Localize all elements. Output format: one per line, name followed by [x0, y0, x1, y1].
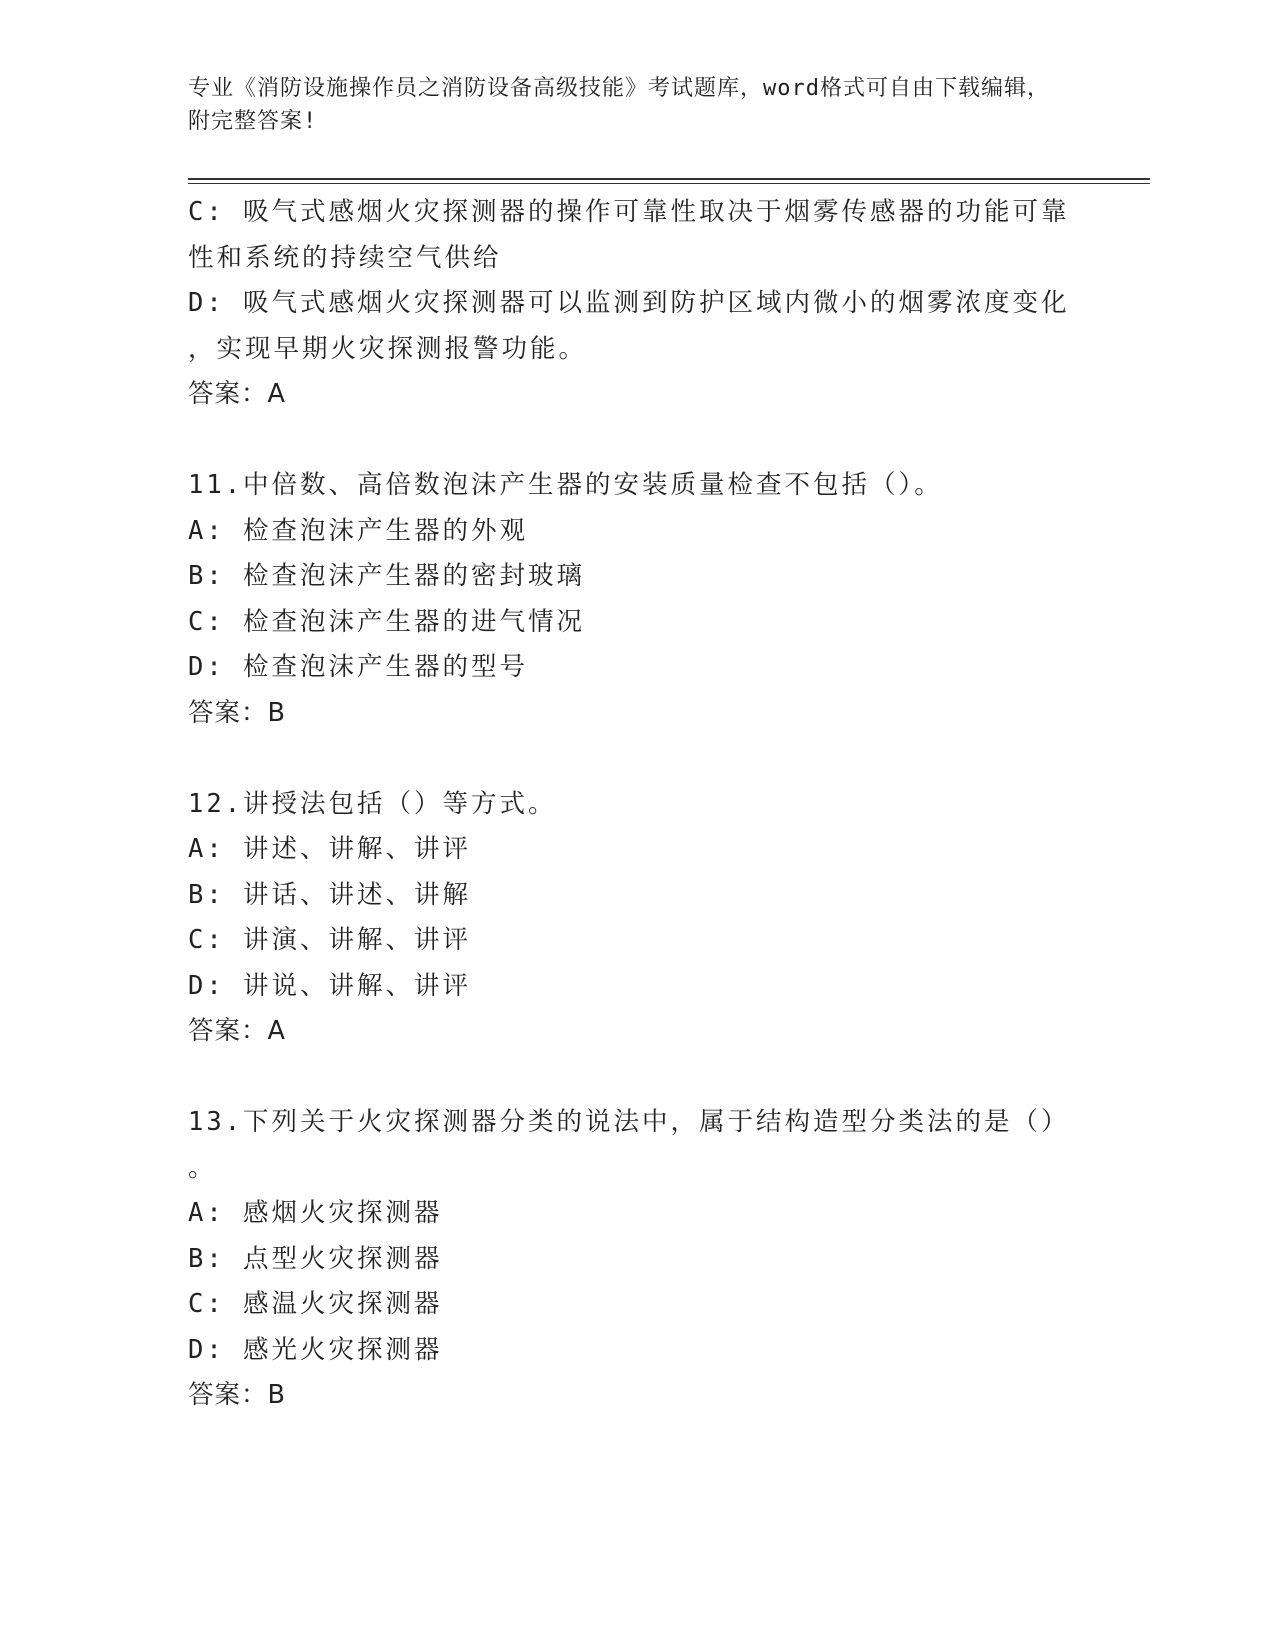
- option-b: B: 讲话、讲述、讲解: [188, 879, 472, 910]
- option-c: C: 感温火灾探测器: [188, 1289, 443, 1319]
- option-d: D: 感光火灾探测器: [188, 1334, 443, 1365]
- question-block-13: [188, 1100, 1088, 1419]
- option-d: D: 检查泡沫产生器的型号: [188, 652, 529, 682]
- option-d-line1: D: 吸气式感烟火灾探测器可以监测到防护区域内微小的烟雾浓度变化: [188, 288, 1070, 318]
- option-c-line1: C: 吸气式感烟火灾探测器的操作可靠性取决于烟雾传感器的功能可靠: [188, 197, 1070, 227]
- question-block-prev: [188, 190, 1088, 418]
- question-stem-line2: 。: [188, 1152, 217, 1183]
- question-stem: 11.中倍数、高倍数泡沫产生器的安装质量检查不包括（）。: [188, 470, 943, 500]
- question-block-12: [188, 782, 1088, 1055]
- answer-line: 答案：B: [188, 697, 286, 728]
- spacer: [188, 1055, 1088, 1101]
- option-a: A: 检查泡沫产生器的外观: [188, 515, 529, 546]
- question-stem: 12.讲授法包括（）等方式。: [188, 788, 557, 819]
- option-c-line2: 性和系统的持续空气供给: [188, 242, 502, 273]
- answer-line: 答案：B: [188, 1380, 286, 1410]
- answer-line: 答案：A: [188, 379, 286, 409]
- header-rule-thick: [188, 178, 1150, 180]
- question-stem-line1: 13.下列关于火灾探测器分类的说法中，属于结构造型分类法的是（）: [188, 1107, 1070, 1137]
- spacer: [188, 736, 1088, 782]
- option-d-line2: ，实现早期火灾探测报警功能。: [188, 333, 588, 364]
- option-c: C: 讲演、讲解、讲评: [188, 925, 472, 955]
- header-rule-thin: [188, 183, 1150, 184]
- option-a: A: 感烟火灾探测器: [188, 1198, 443, 1228]
- document-header: [188, 72, 1068, 138]
- spacer: [188, 418, 1088, 464]
- option-a: A: 讲述、讲解、讲评: [188, 834, 472, 864]
- question-block-11: [188, 463, 1088, 736]
- question-list: [188, 190, 1088, 1419]
- header-text: 专业《消防设施操作员之消防设备高级技能》考试题库，word格式可自由下载编辑，附完整答案!: [188, 76, 1050, 134]
- option-b: B: 点型火灾探测器: [188, 1243, 443, 1274]
- answer-line: 答案：A: [188, 1016, 286, 1046]
- option-c: C: 检查泡沫产生器的进气情况: [188, 606, 586, 637]
- option-b: B: 检查泡沫产生器的密封玻璃: [188, 561, 586, 591]
- option-d: D: 讲说、讲解、讲评: [188, 970, 472, 1001]
